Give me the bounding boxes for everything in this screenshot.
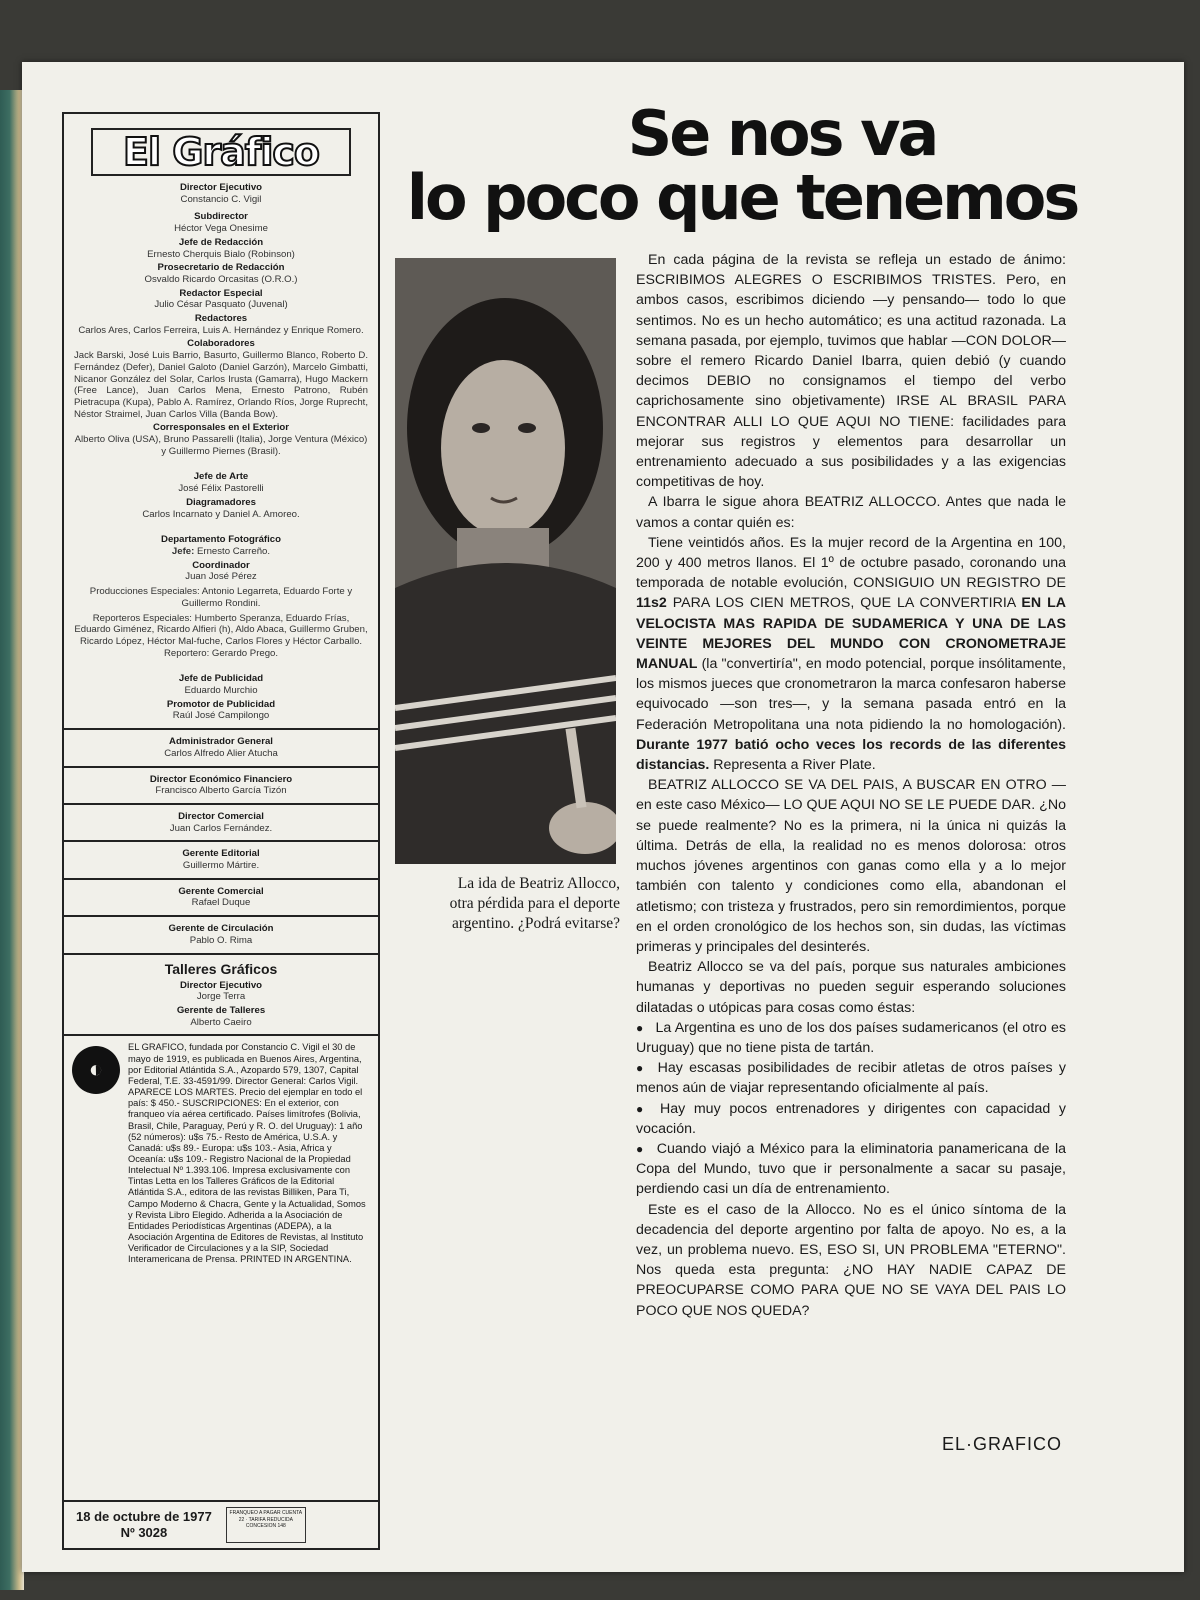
- text-run: (la "convertiría", en modo potencial, porque insólitamente, los mismos jueces que cronometraron la marca confesaron haberse equivocado —son tres—, y la semana pasada entró en la Federación Metropolitana una nota pidiendo la no homologación).: [636, 656, 1066, 733]
- staff-name: Héctor Vega Onesime: [174, 223, 268, 235]
- staff-name: Jorge Terra: [196, 991, 246, 1003]
- staff-role: Subdirector: [194, 211, 248, 223]
- text-run-bold: 11s2: [636, 595, 667, 612]
- paragraph: A Ibarra le sigue ahora BEATRIZ ALLOCCO. Antes que nada le vamos a contar quién es:: [636, 494, 1066, 531]
- staff-role: Diagramadores: [186, 496, 256, 508]
- text-run: PARA LOS CIEN METROS, QUE LA CONVERTIRIA: [666, 595, 1022, 612]
- bullet-item: ● Hay escasas posibilidades de recibir atletas de otros países y menos aún de viajar representando oficialmente al país.: [636, 1058, 1066, 1098]
- reportero-text: Reportero: Gerardo Prego.: [163, 647, 279, 659]
- staff-role: Redactor Especial: [179, 287, 263, 299]
- bullet-item: ● Cuando viajó a México para la eliminatoria panamericana de la Copa del Mundo, tuvo que ir personalmente a sacar su pasaje, perdiendo casi un día de entrenamiento.: [636, 1139, 1066, 1200]
- issue-info: [76, 1509, 212, 1542]
- staff-role: Redactores: [194, 313, 248, 325]
- management-staff: [64, 811, 378, 834]
- staff-role: Promotor de Publicidad: [166, 698, 276, 710]
- staff-name: Ernesto Cherquis Bialo (Robinson): [147, 248, 295, 260]
- management-staff: [64, 848, 378, 871]
- staff-role: Jefe:: [171, 545, 195, 557]
- issue-footer: [64, 1500, 378, 1548]
- staff-role: Gerente de Circulación: [168, 923, 274, 935]
- staff-name: Eduardo Murchio: [184, 685, 258, 697]
- paragraph: Beatriz Allocco se va del país, porque sus naturales ambiciones humanas y deportivas no pueden seguir esperando soluciones dilatadas o utópicas para cosas como éstas:: [636, 959, 1066, 1016]
- staff-name: Osvaldo Ricardo Orcasitas (O.R.O.): [144, 273, 298, 285]
- divider: [64, 878, 378, 880]
- management-staff: [64, 923, 378, 946]
- headline-line-2: lo poco que tenemos: [406, 161, 1078, 234]
- divider: [64, 953, 378, 955]
- staff-role: Director Ejecutivo: [179, 979, 263, 991]
- staff-role: Administrador General: [169, 736, 273, 748]
- staff-role: Gerente Comercial: [178, 885, 264, 897]
- staff-name: Carlos Ares, Carlos Ferreira, Luis A. Hernández y Enrique Romero.: [78, 324, 364, 336]
- divider: [64, 803, 378, 805]
- staff-name: [74, 546, 368, 558]
- staff-role: Prosecretario de Redacción: [157, 262, 285, 274]
- staff-name: Francisco Alberto García Tizón: [155, 785, 287, 797]
- staff-role: Colaboradores: [187, 338, 255, 350]
- publication-info: [64, 1042, 378, 1265]
- divider: [64, 840, 378, 842]
- staff-name: Jack Barski, José Luis Barrio, Basurto, Guillermo Blanco, Roberto D. Fernández (Defer), Daniel Galoto (Daniel Garzón), Marcelo Gimbatti, Nicanor González del Solar, Carlos Irusta (Gamarra), Hugo Mackern (Free Lance), Juan Carlos Mena, Ernesto Patrono, Rubén Pietracupa (Kupa), Pablo A. Ramírez, Orlando Ríos, Jorge Ruprecht, Néstor Straimel, Juan Carlos Villa (Banda Bow).: [74, 350, 368, 420]
- staff-role: Coordinador: [192, 559, 250, 571]
- adjacent-page-edge: [0, 90, 24, 1590]
- text-run-bold: Durante 1977 batió ocho veces los records de las diferentes distancias.: [636, 736, 1066, 774]
- management-staff: [64, 774, 378, 797]
- staff-role: Jefe de Arte: [193, 471, 249, 483]
- management-staff: [64, 736, 378, 759]
- article-body: [636, 250, 1066, 1321]
- signature: EL·GRAFICO: [942, 1434, 1063, 1454]
- paragraph: En cada página de la revista se refleja un estado de ánimo: ESCRIBIMOS ALEGRES O ESCRIBIMOS TRISTES. Pero, en ambos casos, escribimos diciendo —y pensando— todo lo que sentimos. No es un hecho automático; es una actitud razonada. La semana pasada, por ejemplo, tuvimos que hablar —CON DOLOR— sobre el remero Ricardo Daniel Ibarra, quien debió (y cuando decimos DEBIO no consignamos el tiempo del verbo caprichosamente sino objetivamente) IRSE AL BRASIL PARA ENCONTRAR ALLI LO QUE AQUI NO TIENE: facilidades para mejorar sus registros y elementos para desarrollar un entrenamiento adecuado a sus posibilidades y a las exigencias competitivas de hoy.: [636, 252, 1066, 491]
- divider: [64, 728, 378, 730]
- staff-name: Raúl José Campilongo: [172, 710, 270, 722]
- magazine-page: [22, 62, 1184, 1572]
- staff-role: Gerente de Talleres: [176, 1005, 266, 1017]
- producciones-text: Producciones Especiales: Antonio Legarreta, Eduardo Forte y Guillermo Rondini.: [89, 586, 353, 609]
- staff-role: Jefe de Publicidad: [178, 673, 264, 685]
- staff-name: Guillermo Mártire.: [182, 860, 260, 872]
- staff-role: Gerente Editorial: [182, 848, 260, 860]
- headline-line-1: Se nos va: [627, 97, 937, 170]
- staff-role: Jefe de Redacción: [178, 236, 264, 248]
- publication-fine-print: EL GRAFICO, fundada por Constancio C. Vigil el 30 de mayo de 1919, es publicada en Buenos Aires, Argentina, por Editorial Atlántida S.A., Azopardo 579, 1307, Capital Federal, T.E. 33-4591/99. Director General: Carlos Vigil. APARECE LOS MARTES. Precio del ejemplar en todo el país: $ 450.- SUSCRIPCIONES: En el exterior, con franqueo vía aérea certificado. Países limítrofes (Bolivia, Brasil, Chile, Paraguay, Perú y R. O. del Uruguay): 1 año (52 números): u$s 75.- Resto de América, U.S.A. y Canadá: u$s 89.- Europa: u$s 103.- Asia, Africa y Oceanía: u$s 109.- Registro Nacional de la Propiedad Intelectual Nº 1.393.106. Impresa exclusivamente con Tintas Letta en los Talleres Gráficos de la Editorial Atlántida S.A., editora de las revistas Billiken, Para Ti, Campo Moderno & Chacra, Gente y la Actualidad, Somos y Revista Libro Elegido. Adherida a la Asociación de Entidades Periodísticas Argentinas (ADEPA), a la Asociación Argentina de Editores de Revistas, al Instituto Verificador de Circulaciones y a la SIP, Sociedad Interamericana de Prensa. PRINTED IN ARGENTINA.: [128, 1042, 366, 1265]
- bullet-item: ● La Argentina es uno de los dos países sudamericanos (el otro es Uruguay) que no tiene pista de tartán.: [636, 1018, 1066, 1058]
- divider: [64, 1034, 378, 1036]
- issue-date: 18 de octubre de 1977: [76, 1508, 212, 1524]
- bullet-item: ● Hay muy pocos entrenadores y dirigentes con capacidad y vocación.: [636, 1099, 1066, 1139]
- staff-name: José Félix Pastorelli: [178, 483, 264, 495]
- staff-role: Corresponsales en el Exterior: [153, 422, 289, 434]
- el-grafico-logo: El Gráfico: [91, 128, 351, 176]
- staff-name: Carlos Alfredo Alier Atucha: [164, 747, 278, 759]
- paragraph: Este es el caso de la Allocco. No es el único síntoma de la decadencia del deporte argentino por falta de apoyo. No es, a la vez, un problema nuevo. ES, ESO SI, UN PROBLEMA "ETERNO". Nos queda esta pregunta: ¿NO HAY NADIE CAPAZ DE PREOCUPARSE COMO PARA QUE NO SE VAYA DEL PAIS LO POCO QUE NOS QUEDA?: [636, 1201, 1066, 1319]
- staff-name: Juan Carlos Fernández.: [169, 822, 273, 834]
- issue-number: Nº 3028: [120, 1525, 168, 1540]
- paragraph: [636, 533, 1066, 775]
- reporteros-text: Reporteros Especiales: Humberto Speranza, Eduardo Frías, Eduardo Giménez, Ricardo Alfieri (h), Aldo Abaca, Guillermo Gruben, Ricardo López, Héctor Mal-fuche, Carlos Flores y Héctor Carballo.: [74, 612, 368, 647]
- staff-name: Rafael Duque: [191, 897, 251, 909]
- staff-role: Director Ejecutivo: [179, 182, 263, 193]
- photo-caption: La ida de Beatriz Allocco, otra pérdida para el deporte argentino. ¿Podrá evitarse?: [449, 875, 620, 933]
- staff-role: Director Económico Financiero: [149, 773, 293, 785]
- text-run: Representa a River Plate.: [709, 757, 876, 774]
- staff-role: Director Comercial: [178, 810, 264, 822]
- staff-name: Constancio C. Vigil: [180, 193, 262, 205]
- staff-name: Carlos Incarnato y Daniel A. Amoreo.: [142, 508, 300, 520]
- staff-name: Juan José Pérez: [185, 571, 257, 583]
- staff-name: Alberto Caeiro: [190, 1016, 252, 1028]
- staff-name: Julio César Pasquato (Juvenal): [154, 299, 288, 311]
- postage-stamp: FRANQUEO A PAGAR CUENTA 22 · TARIFA REDUCIDA CONCESION 148: [226, 1507, 306, 1543]
- beatriz-allocco-photo: [395, 258, 616, 864]
- text-run: Tiene veintidós años. Es la mujer record de la Argentina en 100, 200 y 400 metros llanos. El 1º de octubre pasado, coronando una temporada de notable evolución, CONSIGUIO UN REGISTRO DE: [636, 534, 1066, 592]
- paragraph: BEATRIZ ALLOCCO SE VA DEL PAIS, A BUSCAR EN OTRO —en este caso México— LO QUE AQUI NO SE LE PUEDE DAR. ¿No se puede realmente? No es la primera, ni la única ni quizás la última. Detrás de ella, la realidad no es menos dolorosa: otros muchos jóvenes argentinos con ganas como ella y a lo mejor también con talento y condiciones como ella, abandonan el atletismo; con tristeza y frustrados, pero sin remordimientos, porque en el orden cronológico de los hechos son, sin dudas, las víctimas primeras y principales del desinterés.: [636, 777, 1066, 955]
- staff-name: Ernesto Carreño.: [197, 545, 271, 557]
- divider: [64, 915, 378, 917]
- talleres-title: Talleres Gráficos: [164, 960, 278, 977]
- editorial-atlantida-logo-icon: ◐: [72, 1046, 120, 1094]
- talleres-staff: [64, 980, 378, 1029]
- text-run-bold: EN LA VELOCISTA MAS RAPIDA DE SUDAMERICA Y UNA DE LAS VEINTE MEJORES DEL MUNDO CON CRONOMETRAJE MANUAL: [636, 595, 1067, 673]
- article-headline: [382, 97, 1102, 234]
- staff-name: Pablo O. Rima: [189, 934, 253, 946]
- editorial-staff: [64, 182, 378, 722]
- divider: [64, 766, 378, 768]
- portrait-photo-icon: [395, 258, 616, 864]
- staff-role: Departamento Fotográfico: [161, 534, 281, 546]
- management-staff: [64, 886, 378, 909]
- masthead-box: [62, 112, 380, 1550]
- staff-name: Alberto Oliva (USA), Bruno Passarelli (Italia), Jorge Ventura (México) y Guillermo Piernes (Brasil).: [74, 434, 368, 457]
